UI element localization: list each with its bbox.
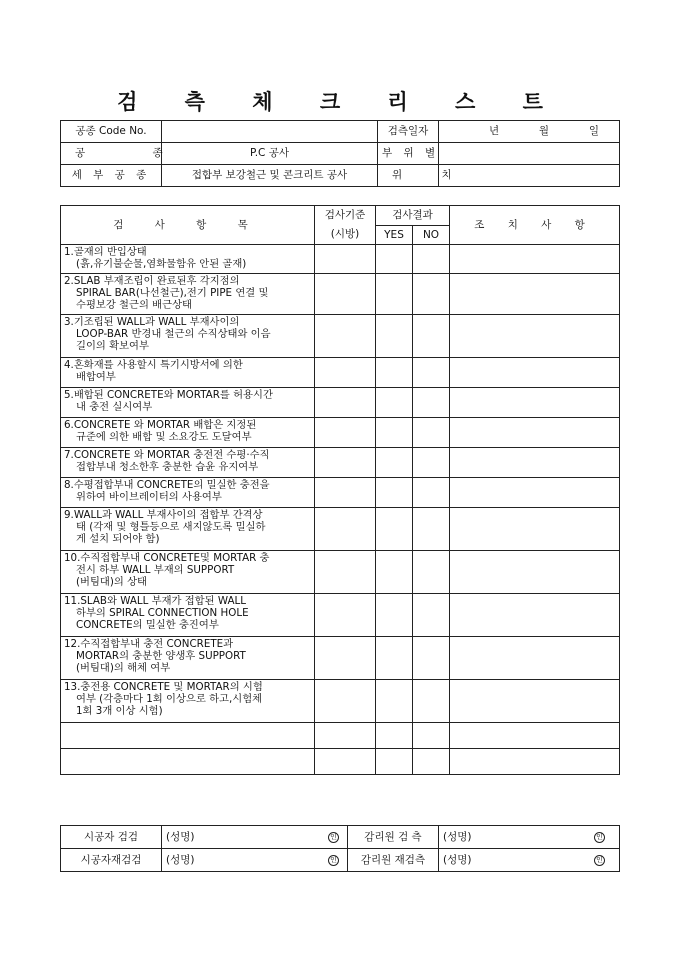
check-item-6 [61, 418, 315, 448]
name-label: (성명) [166, 853, 195, 866]
row1-right-sign[interactable] [439, 826, 620, 849]
col-no-header: NO [413, 226, 450, 245]
item-line: MORTAR의 충분한 양생후 SUPPORT [76, 650, 246, 663]
check-item-8 [61, 478, 315, 508]
action-cell[interactable] [450, 723, 620, 749]
item-line: 1회 3개 이상 시험) [76, 705, 163, 718]
action-cell[interactable] [450, 245, 620, 274]
action-cell[interactable] [450, 749, 620, 775]
item-line: 수평보강 철근의 배근상태 [76, 299, 192, 312]
date-year: 년 [489, 125, 500, 137]
no-cell[interactable] [413, 749, 450, 775]
no-cell[interactable] [413, 637, 450, 680]
date-label: 검측일자 [378, 121, 439, 143]
date-value[interactable] [439, 121, 620, 143]
row2-left-label: 시공자재검검 [61, 849, 162, 872]
part-value[interactable] [439, 143, 620, 165]
yes-cell[interactable] [376, 551, 413, 594]
yes-cell[interactable] [376, 749, 413, 775]
action-cell[interactable] [450, 358, 620, 388]
col-yes-header: YES [376, 226, 413, 245]
standard-cell[interactable] [315, 749, 376, 775]
standard-cell[interactable] [315, 315, 376, 358]
seal-icon: 인 [594, 855, 605, 866]
check-item-9 [61, 508, 315, 551]
col-standard-header-1: 검사기준 [315, 206, 376, 226]
no-cell[interactable] [413, 551, 450, 594]
standard-cell[interactable] [315, 478, 376, 508]
yes-cell[interactable] [376, 680, 413, 723]
standard-cell[interactable] [315, 274, 376, 315]
item-line: (버팀대)의 상태 [76, 576, 147, 589]
table-row [61, 680, 620, 723]
action-cell[interactable] [450, 508, 620, 551]
item-line: 규준에 의한 배합 및 소요강도 도달여부 [76, 431, 252, 444]
yes-cell[interactable] [376, 594, 413, 637]
standard-cell[interactable] [315, 358, 376, 388]
no-cell[interactable] [413, 478, 450, 508]
blank-item-cell[interactable] [61, 723, 315, 749]
item-line: (버팀대)의 해체 여부 [76, 662, 171, 675]
item-line: 11.SLAB와 WALL 부재가 접합된 WALL [64, 595, 246, 607]
no-cell[interactable] [413, 245, 450, 274]
table-row [61, 749, 620, 775]
item-line: 하부의 SPIRAL CONNECTION HOLE [76, 607, 249, 620]
code-label: 공종 Code No. [61, 121, 162, 143]
action-cell[interactable] [450, 448, 620, 478]
action-cell[interactable] [450, 551, 620, 594]
col-item-header: 검 사 항 목 [61, 206, 315, 245]
table-row [61, 551, 620, 594]
standard-cell[interactable] [315, 508, 376, 551]
action-cell[interactable] [450, 388, 620, 418]
item-line: 13.충전용 CONCRETE 및 MORTAR의 시험 [64, 681, 263, 693]
no-cell[interactable] [413, 723, 450, 749]
table-row [61, 508, 620, 551]
item-line: 8.수평접합부내 CONCRETE의 밀실한 충전을 [64, 479, 270, 491]
work-value[interactable]: P.C 공사 [162, 143, 378, 165]
item-line: 위하여 바이브레이터의 사용여부 [76, 491, 222, 504]
no-cell[interactable] [413, 448, 450, 478]
no-cell[interactable] [413, 274, 450, 315]
item-line: LOOP-BAR 반경내 철근의 수직상태와 이음 [76, 328, 271, 341]
row2-right-label: 감리원 재검측 [348, 849, 439, 872]
date-day: 일 [588, 125, 599, 137]
yes-cell[interactable] [376, 315, 413, 358]
no-cell[interactable] [413, 508, 450, 551]
item-line: 전시 하부 WALL 부재의 SUPPORT [76, 564, 235, 577]
col-result-header: 검사결과 [376, 206, 450, 226]
name-label: (성명) [443, 853, 472, 866]
blank-item-cell[interactable] [61, 749, 315, 775]
table-row [61, 418, 620, 448]
check-item-2 [61, 274, 315, 315]
date-month: 월 [538, 125, 550, 137]
item-line: 12.수직접합부내 충전 CONCRETE과 [64, 638, 234, 650]
header-table [60, 120, 620, 187]
action-cell[interactable] [450, 637, 620, 680]
no-cell[interactable] [413, 594, 450, 637]
item-line: 길이의 확보여부 [76, 340, 149, 353]
detail-value[interactable]: 접합부 보강철근 및 콘크리트 공사 [162, 165, 378, 187]
item-line: 5.배합된 CONCRETE와 MORTAR를 허용시간 [64, 389, 273, 401]
standard-cell[interactable] [315, 551, 376, 594]
item-line: 1.골재의 반입상태 [64, 246, 147, 258]
code-value[interactable] [162, 121, 378, 143]
yes-cell[interactable] [376, 245, 413, 274]
yes-cell[interactable] [376, 418, 413, 448]
item-line: SPIRAL BAR(나선철근),전기 PIPE 연결 및 [76, 287, 269, 300]
no-cell[interactable] [413, 418, 450, 448]
table-row [61, 388, 620, 418]
yes-cell[interactable] [376, 478, 413, 508]
yes-cell[interactable] [376, 448, 413, 478]
table-row [61, 245, 620, 274]
action-cell[interactable] [450, 274, 620, 315]
table-row [61, 448, 620, 478]
standard-cell[interactable] [315, 723, 376, 749]
row1-left-sign[interactable] [162, 826, 348, 849]
table-row [61, 358, 620, 388]
item-line: 접합부내 청소한후 충분한 습윤 유지여부 [76, 461, 259, 474]
no-cell[interactable] [413, 388, 450, 418]
table-row [61, 478, 620, 508]
item-line: (흙,유기불순물,염화물함유 안된 골재) [76, 258, 247, 271]
name-label: (성명) [166, 830, 195, 843]
check-item-3 [61, 315, 315, 358]
work-label: 공 종 [61, 143, 162, 165]
action-cell[interactable] [450, 315, 620, 358]
item-line: 6.CONCRETE 와 MORTAR 배합은 지정된 [64, 419, 257, 431]
item-line: 태 (각재 및 형틀등으로 새지않도록 밀실하 [76, 521, 266, 534]
yes-cell[interactable] [376, 637, 413, 680]
seal-icon: 인 [594, 832, 605, 843]
item-line: 7.CONCRETE 와 MORTAR 충전전 수평·수직 [64, 449, 270, 461]
row1-right-label: 감리원 검 측 [348, 826, 439, 849]
item-line: 여부 (각층마다 1회 이상으로 하고,시험체 [76, 693, 263, 706]
item-line: 3.기조립된 WALL과 WALL 부재사이의 [64, 316, 240, 328]
item-line: 배합여부 [76, 371, 116, 384]
part-label: 부 위 별 [378, 143, 439, 165]
no-cell[interactable] [413, 315, 450, 358]
item-line: 내 충전 실시여부 [76, 401, 153, 414]
action-cell[interactable] [450, 680, 620, 723]
yes-cell[interactable] [376, 274, 413, 315]
check-item-5 [61, 388, 315, 418]
col-standard-header-2: (시방) [315, 226, 376, 245]
location-label: 위 치 [378, 165, 439, 187]
table-row [61, 637, 620, 680]
name-label: (성명) [443, 830, 472, 843]
action-cell[interactable] [450, 418, 620, 448]
signature-table [60, 825, 620, 872]
yes-cell[interactable] [376, 508, 413, 551]
yes-cell[interactable] [376, 723, 413, 749]
check-item-1 [61, 245, 315, 274]
check-item-10 [61, 551, 315, 594]
seal-icon: 인 [328, 832, 339, 843]
check-item-13 [61, 680, 315, 723]
col-action-header: 조 치 사 항 [450, 206, 620, 245]
check-item-11 [61, 594, 315, 637]
no-cell[interactable] [413, 358, 450, 388]
item-line: 9.WALL과 WALL 부재사이의 접합부 간격상 [64, 509, 263, 521]
row2-left-sign[interactable] [162, 849, 348, 872]
action-cell[interactable] [450, 478, 620, 508]
row1-left-label: 시공자 검검 [61, 826, 162, 849]
yes-cell[interactable] [376, 358, 413, 388]
action-cell[interactable] [450, 594, 620, 637]
item-line: 2.SLAB 부재조립이 완료된후 각지점의 [64, 275, 240, 287]
standard-cell[interactable] [315, 637, 376, 680]
table-row [61, 274, 620, 315]
row2-right-sign[interactable] [439, 849, 620, 872]
item-line: 4.혼화재를 사용할시 특기시방서에 의한 [64, 359, 243, 371]
standard-cell[interactable] [315, 245, 376, 274]
standard-cell[interactable] [315, 388, 376, 418]
table-row [61, 594, 620, 637]
page-title: 검 측 체 크 리 스 트 [117, 89, 563, 114]
standard-cell[interactable] [315, 418, 376, 448]
standard-cell[interactable] [315, 680, 376, 723]
check-item-4 [61, 358, 315, 388]
seal-icon: 인 [328, 855, 339, 866]
table-row [61, 723, 620, 749]
check-item-7 [61, 448, 315, 478]
check-item-12 [61, 637, 315, 680]
item-line: 게 설치 되어야 함) [76, 533, 160, 546]
no-cell[interactable] [413, 680, 450, 723]
yes-cell[interactable] [376, 388, 413, 418]
checklist-table [60, 205, 620, 775]
item-line: 10.수직접합부내 CONCRETE및 MORTAR 충 [64, 552, 270, 564]
standard-cell[interactable] [315, 594, 376, 637]
standard-cell[interactable] [315, 448, 376, 478]
item-line: CONCRETE의 밀실한 충진여부 [76, 619, 219, 632]
detail-label: 세 부 공 종 [61, 165, 162, 187]
table-row [61, 315, 620, 358]
